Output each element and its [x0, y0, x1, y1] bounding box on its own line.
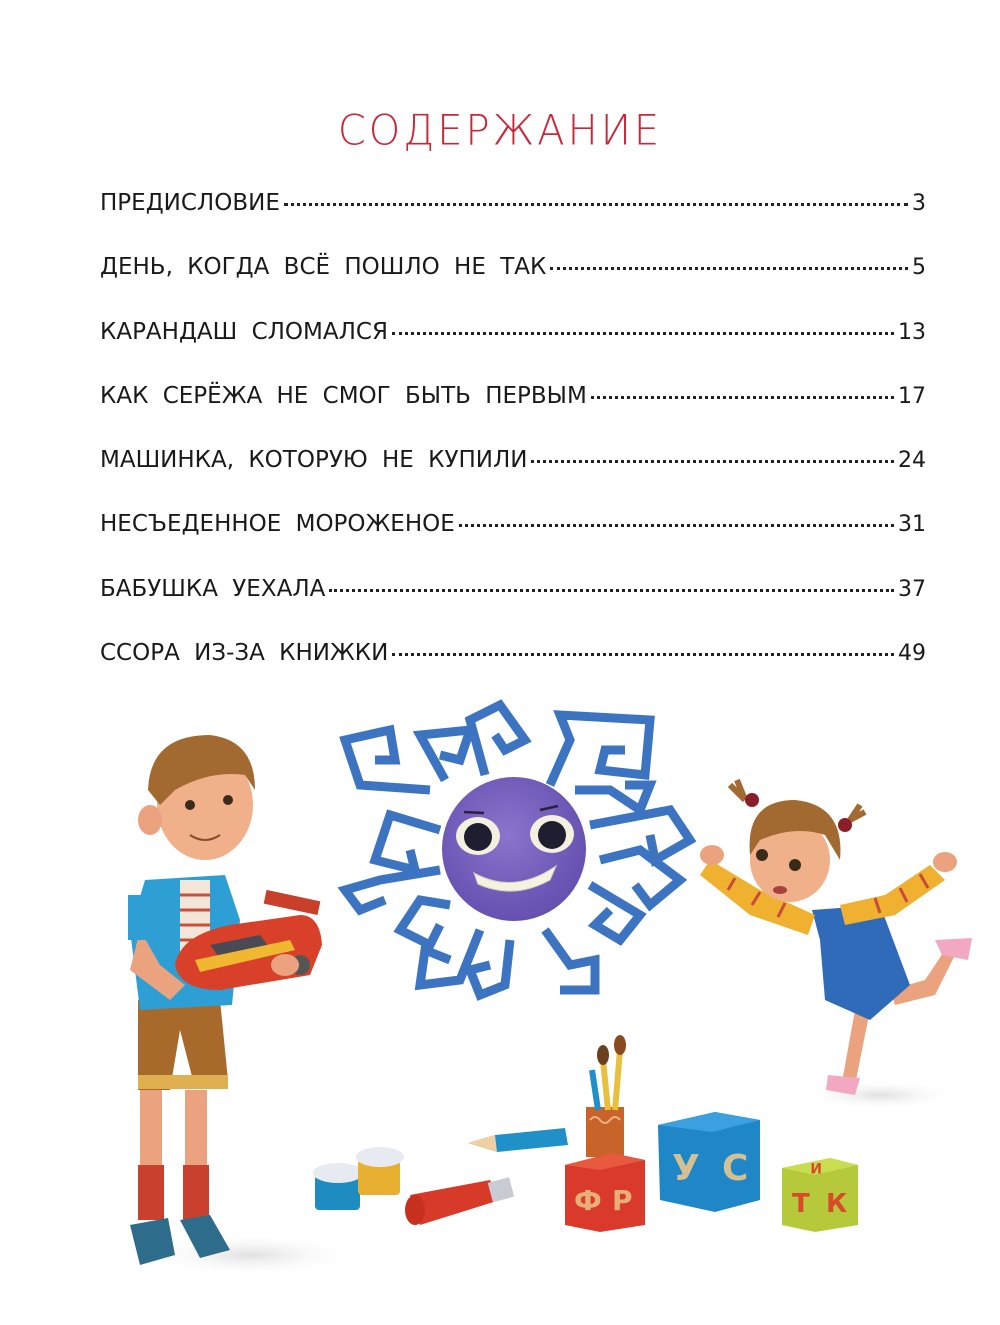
toc-entry-title: БАБУШКА УЕХАЛА: [100, 575, 326, 602]
toc-entry-chapter-1[interactable]: [100, 254, 926, 318]
toc-entry-chapter-6[interactable]: [100, 576, 926, 640]
boy-illustration-icon: [128, 735, 322, 1265]
illustration: [0, 690, 1000, 1325]
brush-cup-icon: [586, 1035, 626, 1157]
svg-text:К: К: [826, 1189, 848, 1219]
toc-entry-title: КАК СЕРЁЖА НЕ СМОГ БЫТЬ ПЕРВЫМ: [100, 382, 587, 409]
toc-entry-chapter-2[interactable]: [100, 319, 926, 383]
toc-page-number: 31: [898, 512, 926, 538]
toc-entry-title: МАШИНКА, КОТОРУЮ НЕ КУПИЛИ: [100, 447, 528, 474]
toc-page-number: 37: [898, 576, 926, 602]
toc-entry-title: НЕСЪЕДЕННОЕ МОРОЖЕНОЕ: [100, 511, 455, 538]
toc-entry-chapter-4[interactable]: [100, 447, 926, 511]
toc-leader-dots: [550, 267, 908, 270]
toc-entry-title: ДЕНЬ, КОГДА ВСЁ ПОШЛО НЕ ТАК: [100, 254, 547, 281]
svg-text:Ф: Ф: [574, 1184, 602, 1217]
svg-text:Т: Т: [792, 1189, 810, 1219]
toc-page-number: 17: [898, 383, 926, 409]
girl-illustration-icon: [700, 780, 972, 1095]
toc-entry-title: ПРЕДИСЛОВИЕ: [100, 190, 280, 216]
toc-page-number: 13: [898, 319, 926, 345]
toc-entry-title: ССОРА ИЗ-ЗА КНИЖКИ: [100, 640, 389, 667]
svg-text:С: С: [722, 1148, 749, 1189]
toc-leader-dots: [459, 524, 894, 527]
toc-entry-title: КАРАНДАШ СЛОМАЛСЯ: [100, 318, 388, 345]
toc-leader-dots: [284, 203, 908, 206]
pencil-icon: [468, 1128, 568, 1152]
toc-entry-chapter-3[interactable]: [100, 383, 926, 447]
toc-leader-dots: [392, 653, 894, 656]
toc-page-number: 5: [912, 255, 926, 281]
svg-text:Р: Р: [612, 1184, 633, 1217]
toc-entry-chapter-5[interactable]: [100, 511, 926, 575]
paint-tube-icon: [405, 1177, 514, 1225]
toc-page-number: 49: [898, 641, 926, 667]
paint-jars-icon: [313, 1147, 404, 1210]
toc-leader-dots: [591, 396, 894, 399]
page-title: СОДЕРЖАНИЕ: [337, 106, 663, 156]
toc-page-number: 3: [912, 191, 926, 216]
toc-entry-preface[interactable]: [100, 190, 926, 254]
toc-leader-dots: [531, 460, 894, 463]
toc-page-number: 24: [898, 448, 926, 474]
svg-text:У: У: [672, 1148, 700, 1189]
table-of-contents: [100, 190, 926, 704]
toc-leader-dots: [392, 332, 894, 335]
toc-leader-dots: [329, 589, 894, 592]
svg-text:И: И: [810, 1159, 822, 1175]
